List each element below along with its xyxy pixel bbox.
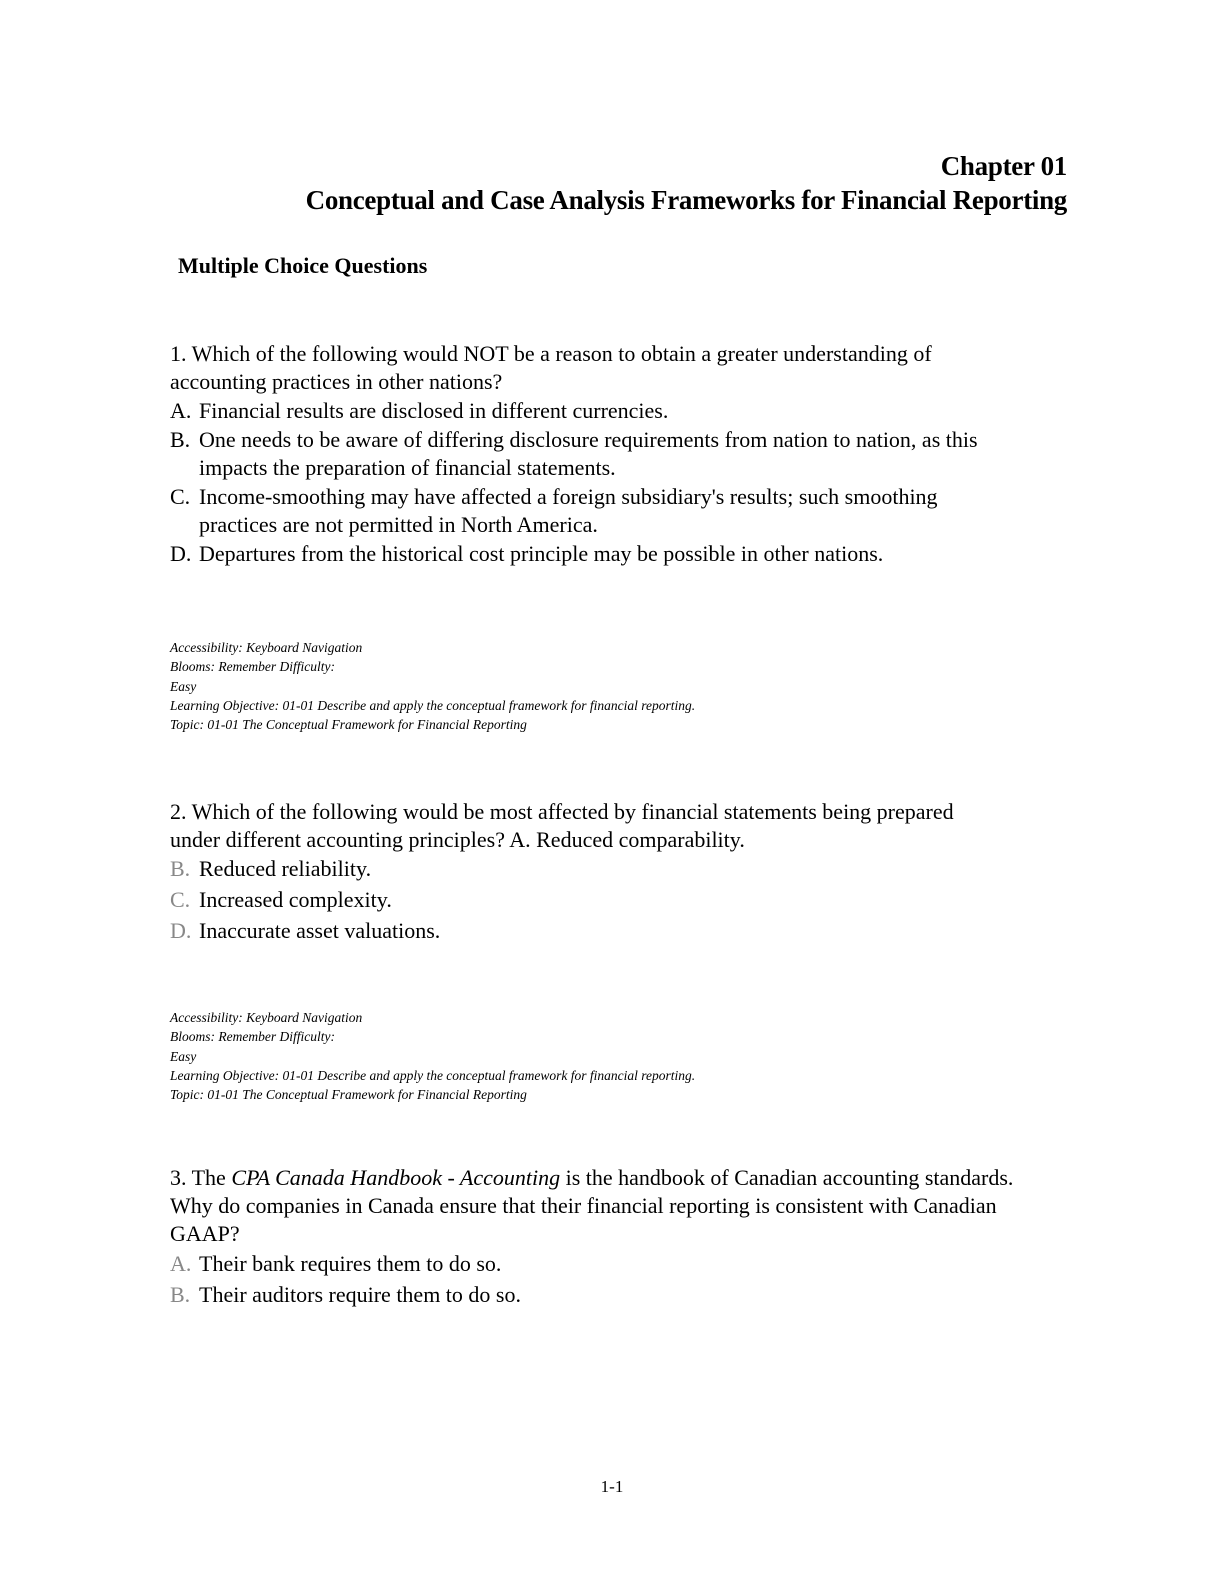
question-1: [170, 340, 1050, 569]
question-2-stem-line-2: under different accounting principles? A. Reduced comparability.: [170, 827, 745, 852]
chapter-subtitle: Conceptual and Case Analysis Frameworks for Financial Reporting: [305, 185, 1067, 215]
option-letter: D.: [170, 541, 192, 566]
question-3: [170, 1164, 1050, 1311]
question-3-option-a: [170, 1249, 1050, 1278]
meta-blooms: Blooms: Remember Difficulty:: [170, 1029, 335, 1045]
option-letter: D.: [170, 918, 192, 943]
meta-objective: Learning Objective: 01-01 Describe and apply the conceptual framework for financial reporting.: [170, 1067, 696, 1083]
question-2-metadata: [170, 1008, 870, 1104]
option-text: Financial results are disclosed in different currencies.: [199, 398, 669, 423]
handbook-title: CPA Canada Handbook - Accounting: [231, 1165, 561, 1190]
option-text: Inaccurate asset valuations.: [199, 918, 441, 943]
question-2-stem-line-1: 2. Which of the following would be most affected by financial statements being prepared: [170, 799, 954, 824]
question-1-option-c: [170, 483, 1050, 539]
option-text: Their auditors require them to do so.: [199, 1282, 521, 1307]
meta-topic: Topic: 01-01 The Conceptual Framework for Financial Reporting: [170, 1087, 527, 1103]
question-1-option-a: [170, 397, 1050, 425]
question-1-stem: 1. Which of the following would NOT be a reason to obtain a greater understanding of accounting practices in other nations?: [170, 341, 932, 394]
meta-accessibility: Accessibility: Keyboard Navigation: [170, 1010, 363, 1025]
meta-topic: Topic: 01-01 The Conceptual Framework for Financial Reporting: [170, 717, 527, 733]
question-2: [170, 798, 1050, 947]
question-2-option-b: [170, 854, 1050, 883]
option-letter: B.: [170, 1282, 191, 1307]
question-1-option-d: [170, 540, 1050, 568]
option-text: Reduced reliability.: [199, 856, 372, 881]
meta-accessibility: Accessibility: Keyboard Navigation: [170, 640, 363, 655]
option-text: Their bank requires them to do so.: [199, 1251, 502, 1276]
question-3-stem: [170, 1164, 1040, 1248]
option-letter: A.: [170, 1251, 192, 1276]
option-letter: A.: [170, 398, 192, 423]
option-text: One needs to be aware of differing disclosure requirements from nation to nation, as this impacts the preparation of financial statements.: [199, 427, 978, 480]
question-2-option-d: [170, 916, 1050, 945]
question-2-option-c: [170, 885, 1050, 914]
meta-objective: Learning Objective: 01-01 Describe and apply the conceptual framework for financial reporting.: [170, 697, 696, 713]
meta-difficulty: Easy: [170, 1048, 197, 1064]
question-3-option-b: [170, 1280, 1050, 1309]
section-heading: Multiple Choice Questions: [178, 253, 428, 278]
meta-blooms: Blooms: Remember Difficulty:: [170, 659, 335, 675]
question-1-option-b: [170, 426, 1050, 482]
chapter-title: Chapter 01: [940, 151, 1067, 181]
option-letter: C.: [170, 887, 191, 912]
option-letter: B.: [170, 427, 191, 452]
page-number: 1-1: [600, 1477, 624, 1496]
stem-suffix: is the handbook of Canadian accounting standards. Why do companies in Canada ensure that their financial reporting is consistent with Canadian GAAP?: [170, 1165, 1014, 1246]
stem-prefix: 3. The: [170, 1165, 226, 1190]
option-letter: B.: [170, 856, 191, 881]
meta-difficulty: Easy: [170, 678, 197, 694]
option-text: Increased complexity.: [199, 887, 392, 912]
question-1-metadata: [170, 638, 870, 734]
option-text: Income-smoothing may have affected a foreign subsidiary's results; such smoothing practices are not permitted in North America.: [199, 484, 938, 537]
option-letter: C.: [170, 484, 191, 509]
option-text: Departures from the historical cost principle may be possible in other nations.: [199, 541, 884, 566]
